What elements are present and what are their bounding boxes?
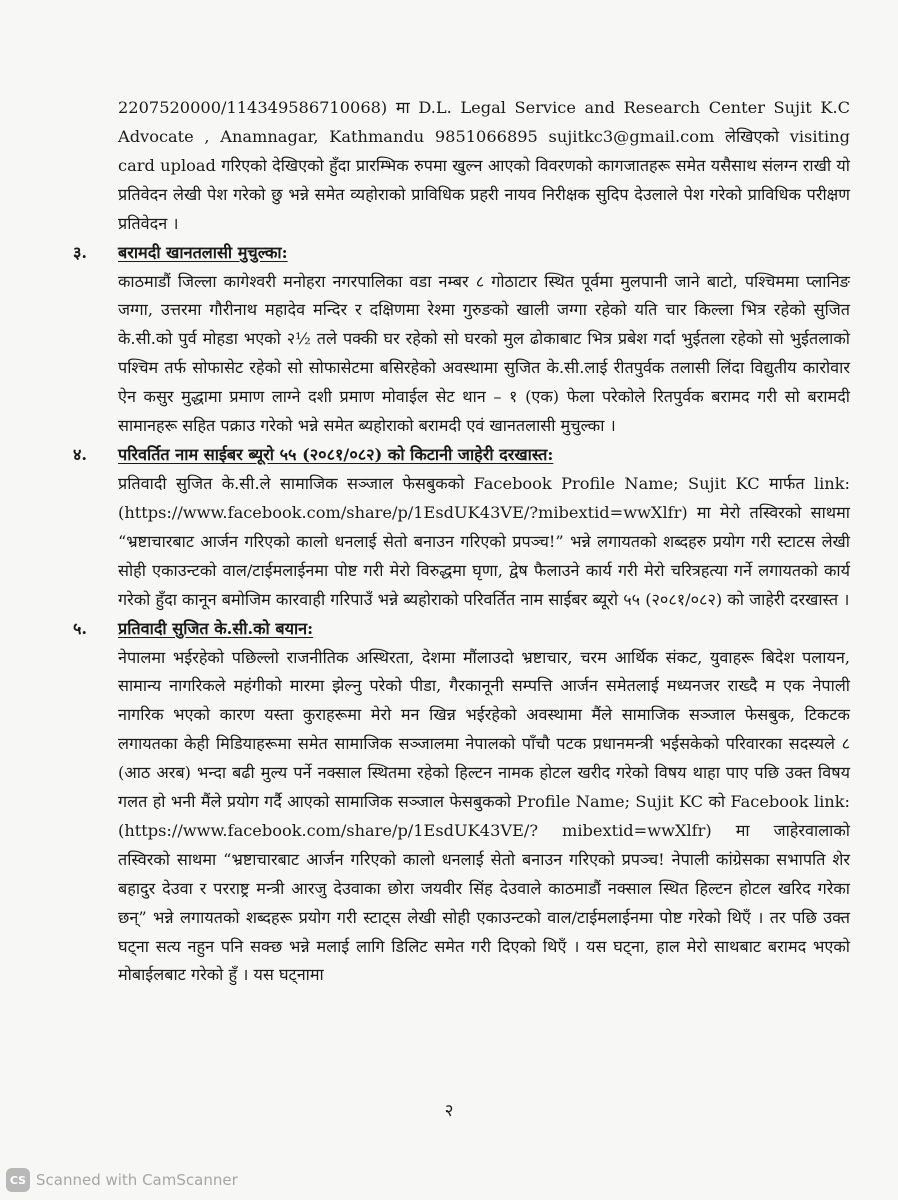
- section-number: ३.: [73, 242, 88, 262]
- page-number: २: [444, 1101, 454, 1121]
- section-number: ५.: [73, 618, 88, 638]
- section-heading: [73, 441, 850, 470]
- section-heading: [73, 239, 850, 268]
- section-title: परिवर्तित नाम साईबर ब्यूरो ५५ (२०८१/०८२) को किटानी जाहेरी दरखास्त:: [118, 444, 554, 464]
- section-4: [73, 441, 850, 615]
- section-heading: [73, 615, 850, 644]
- section-number: ४.: [73, 444, 88, 464]
- section-3: [73, 239, 850, 441]
- camscanner-logo-icon: CS: [6, 1168, 30, 1192]
- section-body: प्रतिवादी सुजित के.सी.ले सामाजिक सञ्जाल फेसबुकको Facebook Profile Name; Sujit KC मार्फत link: (https://www.facebook.com/share/p/1EsdUK43VE/?mibextid=wwXlfr) मा मेरो तस्विरको साथमा “भ्रष्टाचारबाट आर्जन गरिएको कालो धनलाई सेतो बनाउन गरिएको प्रपञ्च!” भन्ने लगायतको शब्दहरु प्रयोग गरी स्टाटस लेखी सोही एकाउन्टको वाल/टाईमलाईनमा पोष्ट गरी मेरो विरुद्धमा घृणा, द्वेष फैलाउने कार्य गरी मेरो चरित्रहत्या गर्ने लगायतको कार्य गरेको हुँदा कानून बमोजिम कारवाही गरिपाउँ भन्ने ब्यहोराको परिवर्तित नाम साईबर ब्यूरो ५५ (२०८१/०८२) को जाहेरी दरखास्त ।: [118, 473, 850, 609]
- section-title: प्रतिवादी सुजित के.सी.को बयान:: [118, 618, 314, 638]
- intro-paragraph: 2207520000/114349586710068) मा D.L. Legal Service and Research Center Sujit K.C Advocate , Anamnagar, Kathmandu 9851066895 sujitkc3@gmail.com लेखिएको visiting card upload गरिएको देखिएको हुँदा प्रारम्भिक रुपमा खुल्न आएको विवरणको कागजातहरू समेत यसैसाथ संलग्न राखी यो प्रतिवेदन लेखी पेश गरेको छु भन्ने समेत व्यहोराको प्राविधिक प्रहरी नायव निरीक्षक सुदिप देउलाले पेश गरेको प्राविधिक परीक्षण प्रतिवेदन ।: [118, 98, 850, 233]
- section-body: काठमाडौं जिल्ला कागेश्वरी मनोहरा नगरपालिका वडा नम्बर ८ गोठाटार स्थित पूर्वमा मुलपानी जाने बाटो, पश्चिममा प्लानिङ जग्गा, उत्तरमा गौरीनाथ महादेव मन्दिर र दक्षिणमा रेश्मा गुरुङको खाली जग्गा रहेको यति चार किल्ला भित्र रहेको सुजित के.सी.को पुर्व मोहडा भएको २½ तले पक्की घर रहेको सो घरको मुल ढोकाबाट भित्र प्रबेश गर्दा भुईतला रहेको सो भुईतलाको पश्चिम तर्फ सोफासेट रहेको सो सोफासेटमा बसिरहेको अवस्थामा सुजित के.सी.लाई रीतपुर्वक तलासी लिंदा विद्युतीय कारोवार ऐन कसुर मुद्धामा प्रमाण लाग्ने दशी प्रमाण मोवाईल सेट थान – १ (एक) फेला परेकोले रितपुर्वक बरामद गरी सो बरामदी सामानहरू सहित पक्राउ गरेको भन्ने समेत ब्यहोराको बरामदी एवं खानतलासी मुचुल्का ।: [118, 271, 850, 436]
- camscanner-watermark: [6, 1166, 238, 1194]
- watermark-text: Scanned with CamScanner: [36, 1171, 238, 1189]
- document-body: [73, 94, 850, 990]
- section-body: नेपालमा भईरहेको पछिल्लो राजनीतिक अस्थिरता, देशमा मौंलाउदो भ्रष्टाचार, चरम आर्थिक संकट, युवाहरू बिदेश पलायन, सामान्य नागरिकले महंगीको मारमा झेल्नु परेको पीडा, गैरकानूनी सम्पत्ति आर्जन समेतलाई मध्यनजर राख्दै म एक नेपाली नागरिक भएको कारण यस्ता कुराहरूमा मेरो मन खिन्न भईरहेको अवस्थामा मैंले सामाजिक सञ्जाल फेसबुक, टिकटक लगायतका केही मिडियाहरूमा समेत सामाजिक सञ्जालमा नेपालको पाँचौ पटक प्रधानमन्त्री भईसकेको परिवारका सदस्यले ८ (आठ अरब) भन्दा बढी मुल्य पर्ने नक्साल स्थितमा रहेको हिल्टन नामक होटल खरीद गरेको विषय थाहा पाए पछि उक्त विषय गलत हो भनी मैंले प्रयोग गर्दै आएको सामाजिक सञ्जाल फेसबुकको Profile Name; Sujit KC को Facebook link: (https://www.facebook.com/share/p/1EsdUK43VE/? mibextid=wwXlfr) मा जाहेरवालाको तस्विरको साथमा “भ्रष्टाचारबाट आर्जन गरिएको कालो धनलाई सेतो बनाउन गरिएको प्रपञ्च! नेपाली कांग्रेसका सभापति शेर बहादुर देउवा र परराष्ट्र मन्त्री आरजु देउवाका छोरा जयवीर सिंह देउवाले काठमाडौं नक्साल स्थित हिल्टन होटल खरिद गरेका छन्” भन्ने लगायतको शब्दहरू प्रयोग गरी स्टाट्स लेखी सोही एकाउन्टको वाल/टाईमलाईनमा पोष्ट गरेको थिएँ । तर पछि उक्त घट्ना सत्य नहुन पनि सक्छ भन्ने मलाई लागि डिलिट समेत गरी दिएको थिएँ । यस घट्ना, हाल मेरो साथबाट बरामद भएको मोबाईलबाट गरेको हुँ । यस घट्नामा: [118, 647, 850, 985]
- section-title: बरामदी खानतलासी मुचुल्का:: [118, 242, 288, 262]
- section-5: [73, 615, 850, 991]
